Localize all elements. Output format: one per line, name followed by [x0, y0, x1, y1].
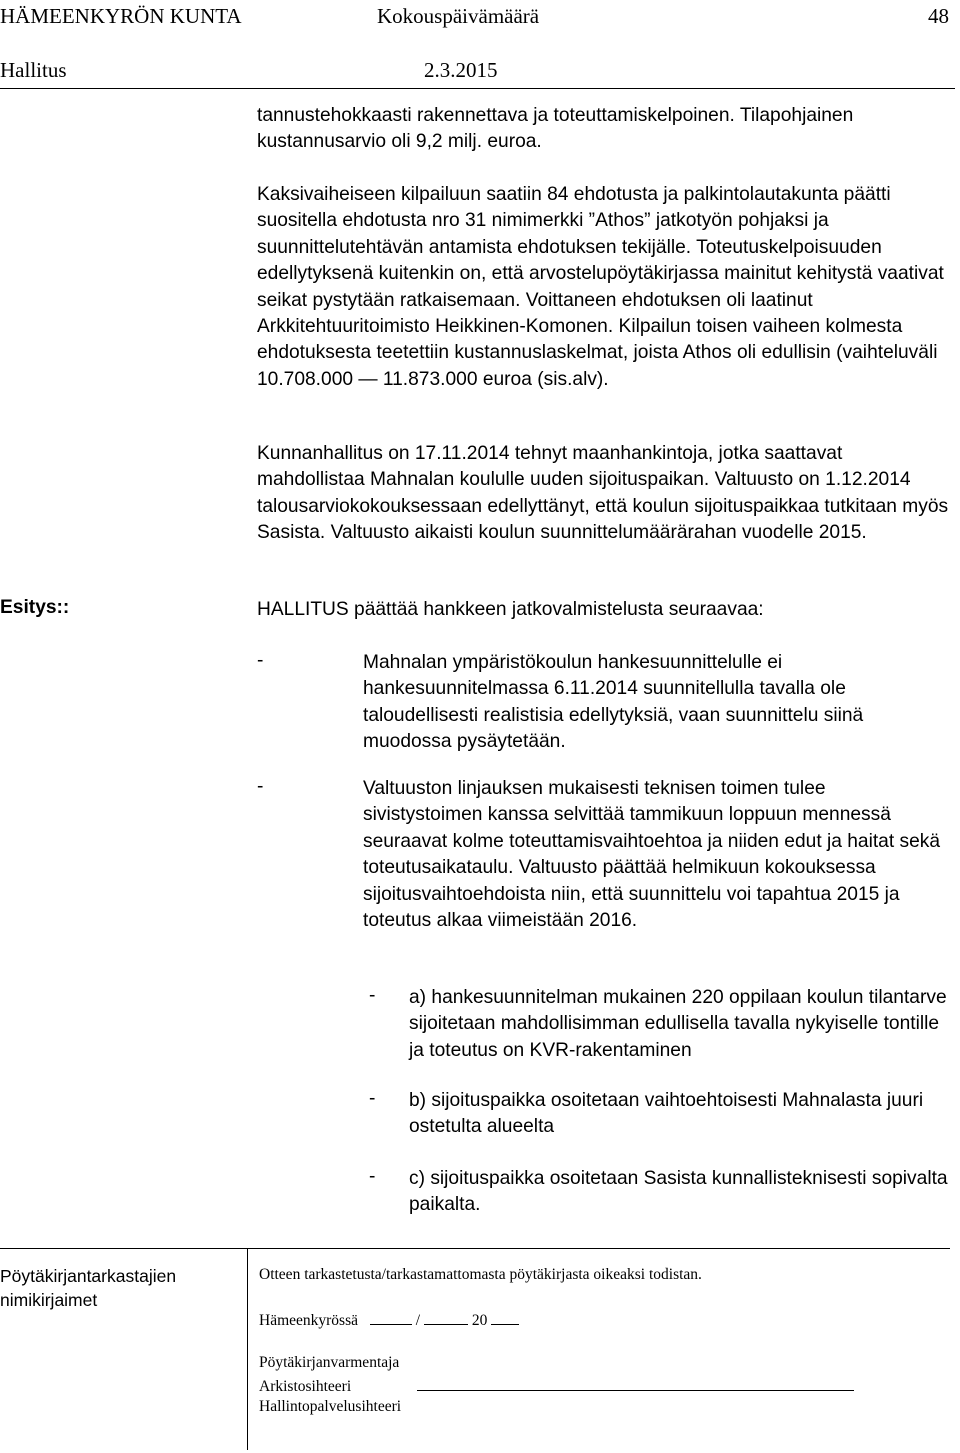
archive-line [259, 1376, 854, 1396]
archive-label: Arkistosihteeri [259, 1378, 352, 1395]
verifier-label: Pöytäkirjanvarmentaja [259, 1354, 400, 1371]
year-prefix: 20 [471, 1312, 488, 1329]
initials-label: Pöytäkirjantarkastajien nimikirjaimet [0, 1266, 177, 1310]
date-slash: / [415, 1312, 421, 1329]
header-divider [0, 88, 955, 89]
footer-divider [0, 1248, 950, 1249]
footer-column-divider [247, 1248, 248, 1450]
admin-label: Hallintopalvelusihteeri [259, 1398, 402, 1415]
day-blank [370, 1310, 412, 1325]
sub-item-a: a) hankesuunnitelman mukainen 220 oppilaan koulun tilantarve sijoitetaan mahdollisimman edullisella tavalla nykyiselle tontille ja toteutus on KVR-rakentaminen [409, 987, 947, 1061]
paragraph-2: Kaksivaiheiseen kilpailuun saatiin 84 ehdotusta ja palkintolautakunta päätti suositella ehdotusta nro 31 nimimerkki ”Athos” jatkotyön pohjaksi ja suunnittelutehtävän antamista ehdotuksen tekijälle. Toteutuskelpoisuuden edellytyksenä kuitenkin on, että arvostelupöytäkirjassa mainitut kehitystä vaativat seikat pystytään ratkaisemaan. Voittaneen ehdotuksen oli laatinut Arkkitehtuuritoimisto Heikkinen-Komonen. Kilpailun toisen vaiheen kolmesta ehdotuksesta teetettiin kustannuslaskelmat, joista Athos oli edullisin (vaihteluväli 10.708.000 — 11.873.000 euroa (sis.alv). [257, 184, 944, 390]
place-date-line [259, 1310, 519, 1330]
signature-footer [0, 1248, 950, 1450]
proposal-label: Esitys:: [0, 597, 70, 618]
municipality-name: HÄMEENKYRÖN KUNTA [0, 4, 242, 28]
proposal-intro: HALLITUS päättää hankkeen jatkovalmistelusta seuraavaa: [257, 599, 764, 620]
year-blank [491, 1310, 519, 1325]
meeting-date-label: Kokouspäivämäärä [377, 4, 540, 28]
sub-list-dash: - [369, 985, 376, 1006]
page-number: 48 [928, 4, 949, 28]
place-name: Hämeenkyrössä [259, 1312, 358, 1329]
list-dash: - [257, 650, 264, 671]
meeting-date: 2.3.2015 [424, 58, 498, 82]
paragraph-3: Kunnanhallitus on 17.11.2014 tehnyt maanhankintoja, jotka saattavat mahdollistaa Mahnalan koululle uuden sijoituspaikan. Valtuusto on 1.12.2014 talousarviokokouksessaan edellyttänyt, että koulun sijoituspaikkaa tutkitaan myös Sasista. Valtuusto aikaisti koulun suunnittelumäärärahan vuodelle 2015. [257, 443, 949, 544]
month-blank [424, 1310, 468, 1325]
sub-list-dash: - [369, 1166, 376, 1187]
sub-item-c: c) sijoituspaikka osoitetaan Sasista kunnallisteknisesti sopivalta paikalta. [409, 1168, 948, 1216]
proposal-item-2: Valtuuston linjauksen mukaisesti teknisen toimen tulee sivistystoimen kanssa selvittää tammikuun loppuun mennessä seuraavat kolme toteuttamisvaihtoehtoa ja niiden edut ja haitat sekä toteutusaikataulu. Valtuusto päättää helmikuun kokouksessa sijoitusvaihtoehdoista niin, että suunnittelu voi tapahtua 2015 ja toteutus alkaa viimeistään 2016. [363, 778, 941, 932]
paragraph-1: tannustehokkaasti rakennettava ja toteuttamiskelpoinen. Tilapohjainen kustannusarvio oli 9,2 milj. euroa. [257, 105, 854, 153]
signature-blank [417, 1376, 854, 1391]
proposal-item-1: Mahnalan ympäristökoulun hankesuunnittelulle ei hankesuunnitelmassa 6.11.2014 suunnitellulla tavalla ole taloudellisesti realistisia edellytyksiä, vaan suunnittelu siinä muodossa pysäytetään. [363, 652, 864, 753]
list-dash: - [257, 776, 264, 797]
sub-item-b: b) sijoituspaikka osoitetaan vaihtoehtoisesti Mahnalasta juuri ostetulta alueelta [409, 1090, 924, 1138]
certification-text: Otteen tarkastetusta/tarkastamattomasta pöytäkirjasta oikeaksi todistan. [259, 1266, 702, 1283]
body-name: Hallitus [0, 58, 67, 82]
sub-list-dash: - [369, 1088, 376, 1109]
